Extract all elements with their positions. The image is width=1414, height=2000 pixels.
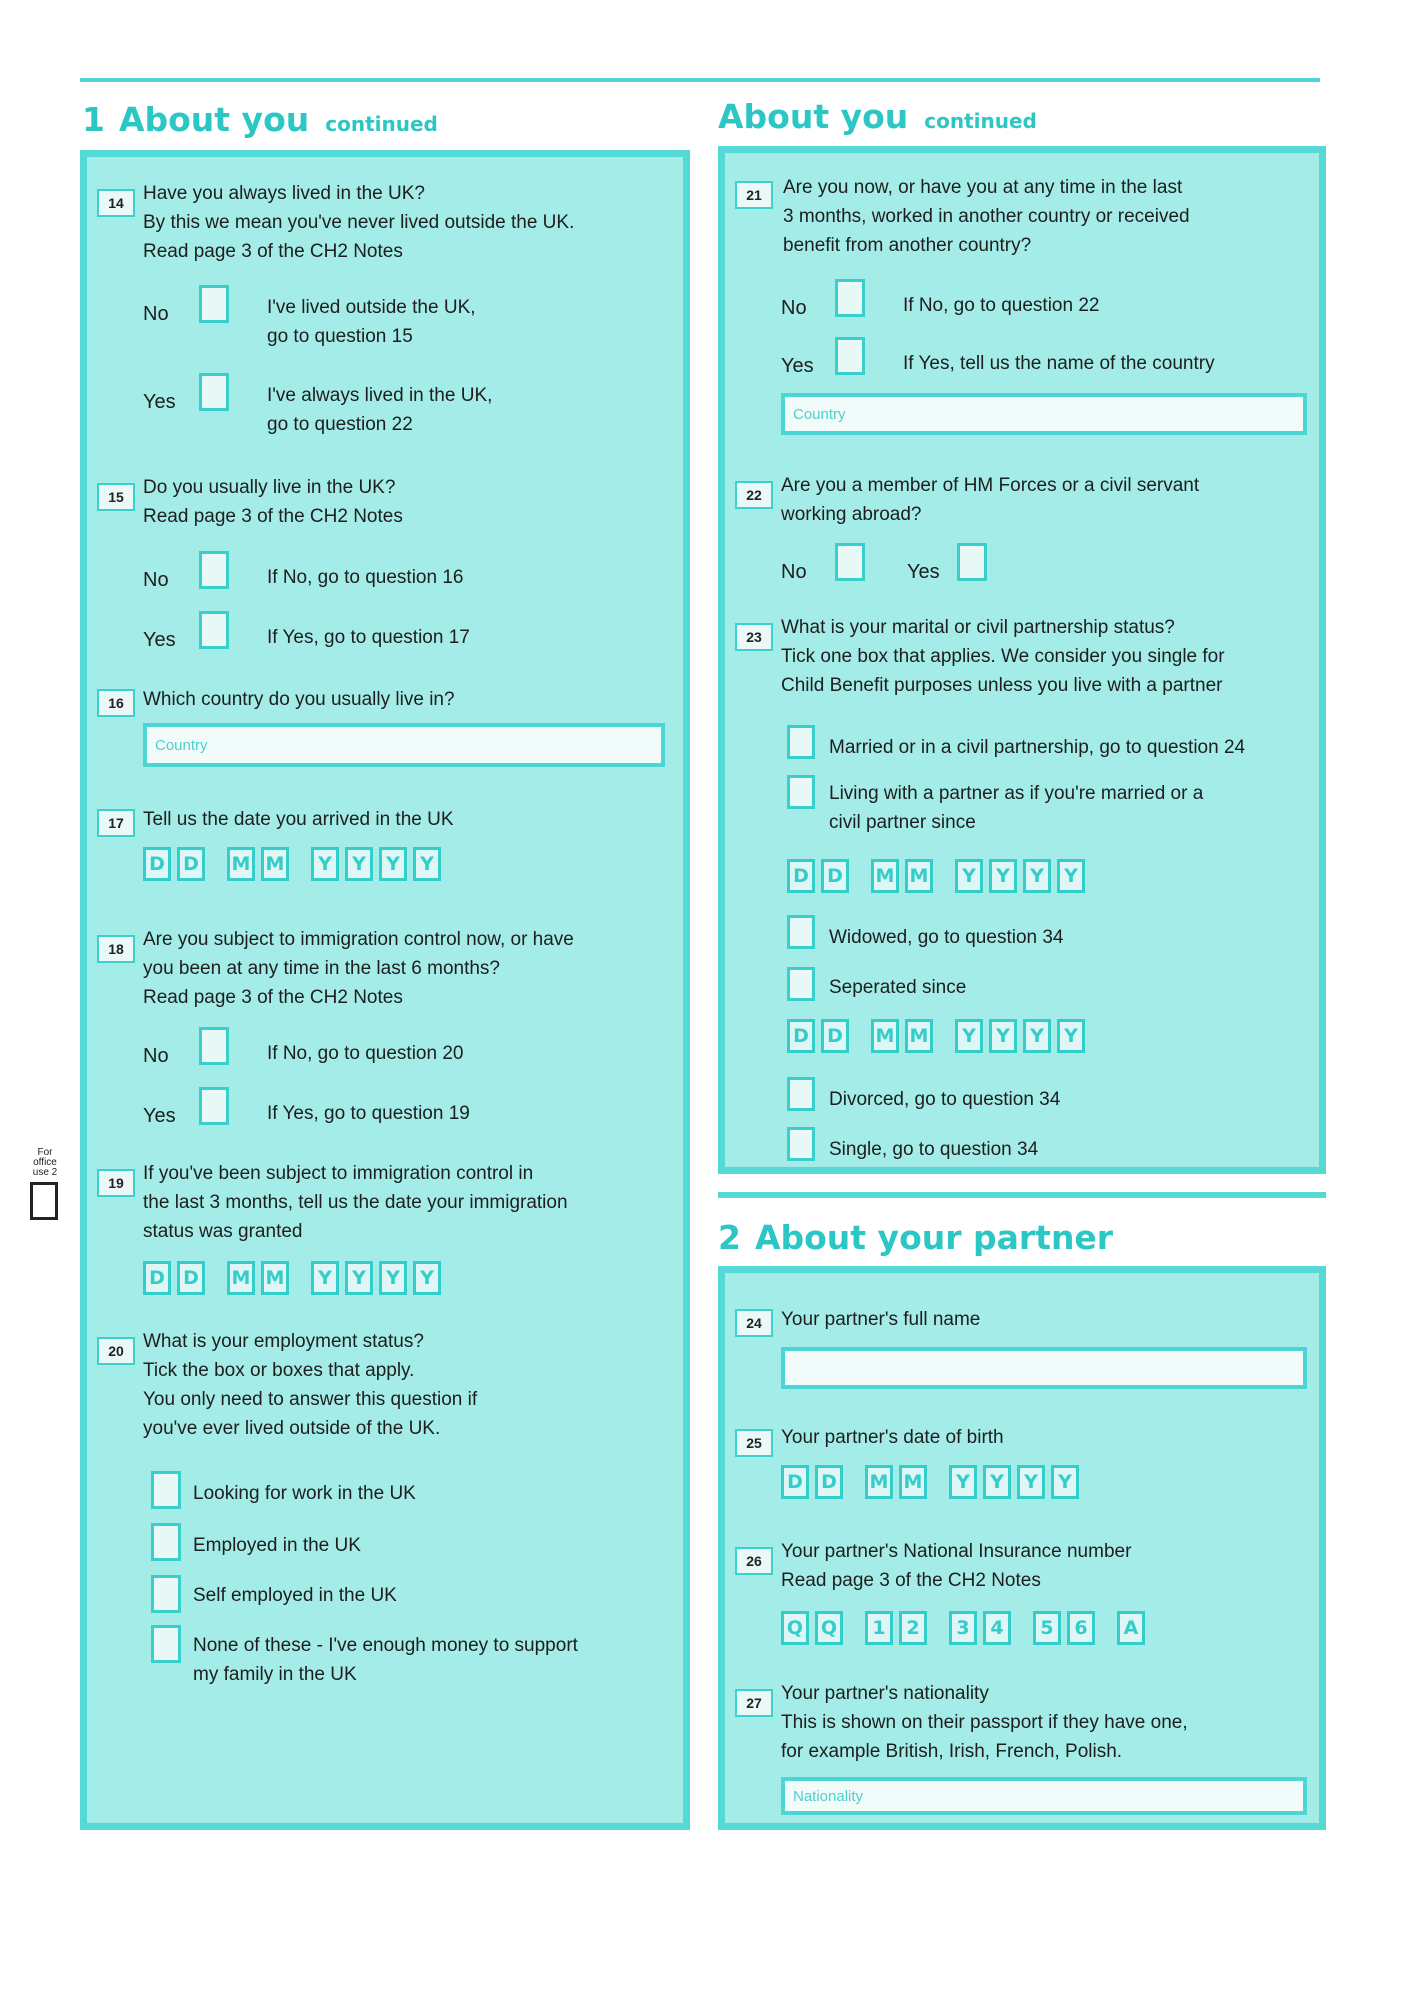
q15-number: 15 [97, 483, 135, 511]
about-you-continued-heading: About you continued [718, 97, 1037, 136]
q25-text: Your partner's date of birth [781, 1427, 1004, 1448]
q23-d1-year-3[interactable]: Y [1023, 859, 1051, 893]
q25-month-1[interactable]: M [865, 1465, 893, 1499]
q20-looking-label: Looking for work in the UK [193, 1483, 416, 1504]
q17-year-1[interactable]: Y [311, 847, 339, 881]
q17-month-2[interactable]: M [261, 847, 289, 881]
q20-none-checkbox[interactable] [151, 1625, 181, 1663]
q23-d2-year-2[interactable]: Y [989, 1019, 1017, 1053]
q17-number: 17 [97, 809, 135, 837]
q27-number: 27 [735, 1689, 773, 1717]
q22-text: Are you a member of HM Forces or a civil servant working abroad? [781, 475, 1200, 525]
q17-year-4[interactable]: Y [413, 847, 441, 881]
office-use-box [30, 1148, 60, 1220]
partner-panel [718, 1266, 1326, 1830]
q21-number: 21 [735, 181, 773, 209]
left-panel [80, 150, 690, 1830]
q23-divorced-label: Divorced, go to question 34 [829, 1089, 1061, 1110]
q19-day-2[interactable]: D [177, 1261, 205, 1295]
q22-number: 22 [735, 481, 773, 509]
q24-number: 24 [735, 1309, 773, 1337]
q20-number: 20 [97, 1337, 135, 1365]
q23-d2-month-2[interactable]: M [905, 1019, 933, 1053]
q19-date-input[interactable] [143, 1261, 447, 1295]
q23-d1-month-1[interactable]: M [871, 859, 899, 893]
q23-d2-year-3[interactable]: Y [1023, 1019, 1051, 1053]
q15-yes-checkbox[interactable] [199, 611, 229, 649]
top-rule [80, 78, 1320, 82]
q23-widowed-label: Widowed, go to question 34 [829, 927, 1064, 948]
q23-divorced-checkbox[interactable] [787, 1077, 815, 1111]
section-1-heading: 1 About you continued [82, 100, 438, 139]
q16-country-input[interactable] [143, 723, 665, 767]
q22-yes-label: Yes [907, 561, 940, 583]
q25-year-2[interactable]: Y [983, 1465, 1011, 1499]
q18-number: 18 [97, 935, 135, 963]
q25-year-1[interactable]: Y [949, 1465, 977, 1499]
q26-ni-2[interactable]: Q [815, 1611, 843, 1645]
q21-country-input[interactable] [781, 393, 1307, 435]
q18-yes-hint: If Yes, go to question 19 [267, 1103, 470, 1124]
section-separator [718, 1192, 1326, 1198]
q15-text: Do you usually live in the UK? Read page 3 of the CH2 Notes [143, 477, 403, 527]
q23-living-label: Living with a partner as if you're married or a civil partner since [829, 783, 1204, 833]
q17-year-3[interactable]: Y [379, 847, 407, 881]
q23-d2-year-1[interactable]: Y [955, 1019, 983, 1053]
q23-living-checkbox[interactable] [787, 775, 815, 809]
q19-year-2[interactable]: Y [345, 1261, 373, 1295]
q23-d1-month-2[interactable]: M [905, 859, 933, 893]
q21-no-hint: If No, go to question 22 [903, 295, 1100, 316]
q16-text: Which country do you usually live in? [143, 689, 455, 710]
q20-employed-label: Employed in the UK [193, 1535, 361, 1556]
q21-no-label: No [781, 297, 807, 319]
q23-d1-year-2[interactable]: Y [989, 859, 1017, 893]
q20-self-employed-label: Self employed in the UK [193, 1585, 397, 1606]
q17-day-1[interactable]: D [143, 847, 171, 881]
q25-number: 25 [735, 1429, 773, 1457]
q23-d2-month-1[interactable]: M [871, 1019, 899, 1053]
q21-text: Are you now, or have you at any time in the last 3 months, worked in another country or received benefit from another country? [783, 177, 1190, 256]
q26-ni-5[interactable]: 3 [949, 1611, 977, 1645]
q21-yes-hint: If Yes, tell us the name of the country [903, 353, 1215, 374]
q15-no-label: No [143, 569, 169, 591]
q24-text: Your partner's full name [781, 1309, 981, 1330]
q23-number: 23 [735, 623, 773, 651]
q15-yes-hint: If Yes, go to question 17 [267, 627, 470, 648]
q17-month-1[interactable]: M [227, 847, 255, 881]
q20-none-label: None of these - I've enough money to support my family in the UK [193, 1635, 578, 1685]
q18-no-checkbox[interactable] [199, 1027, 229, 1065]
q26-ni-7[interactable]: 5 [1033, 1611, 1061, 1645]
q14-yes-hint: I've always lived in the UK, go to question 22 [267, 385, 493, 435]
q14-text: Have you always lived in the UK? By this we mean you've never lived outside the UK. Read page 3 of the CH2 Notes [143, 183, 575, 262]
q19-text: If you've been subject to immigration control in the last 3 months, tell us the date your immigration status was granted [143, 1163, 568, 1242]
q23-widowed-checkbox[interactable] [787, 915, 815, 949]
q23-separated-label: Seperated since [829, 977, 967, 998]
q26-ni-8[interactable]: 6 [1067, 1611, 1095, 1645]
q22-yes-checkbox[interactable] [957, 543, 987, 581]
q26-ni-9[interactable]: A [1117, 1611, 1145, 1645]
q25-year-4[interactable]: Y [1051, 1465, 1079, 1499]
office-use-checkbox[interactable] [30, 1182, 58, 1220]
q23-d2-year-4[interactable]: Y [1057, 1019, 1085, 1053]
q18-no-label: No [143, 1045, 169, 1067]
q20-looking-checkbox[interactable] [151, 1471, 181, 1509]
section-2-heading: 2 About your partner [718, 1218, 1114, 1257]
q23-single-label: Single, go to question 34 [829, 1139, 1039, 1160]
q17-year-2[interactable]: Y [345, 847, 373, 881]
right-panel [718, 146, 1326, 1174]
q19-year-1[interactable]: Y [311, 1261, 339, 1295]
q20-self-employed-checkbox[interactable] [151, 1575, 181, 1613]
q19-year-3[interactable]: Y [379, 1261, 407, 1295]
q23-d1-year-4[interactable]: Y [1057, 859, 1085, 893]
partner-nationality-input[interactable] [781, 1777, 1307, 1815]
q19-month-1[interactable]: M [227, 1261, 255, 1295]
q20-employed-checkbox[interactable] [151, 1523, 181, 1561]
office-use-label: For office use 2 [32, 1147, 58, 1178]
q15-yes-label: Yes [143, 629, 176, 651]
q23-d2-day-1[interactable]: D [787, 1019, 815, 1053]
q14-no-hint: I've lived outside the UK, go to question 15 [267, 297, 476, 347]
q26-ni-6[interactable]: 4 [983, 1611, 1011, 1645]
q23-separated-date-input[interactable] [787, 1019, 1091, 1053]
q23-married-checkbox[interactable] [787, 725, 815, 759]
q23-d1-year-1[interactable]: Y [955, 859, 983, 893]
q21-yes-label: Yes [781, 355, 814, 377]
q23-d2-day-2[interactable]: D [821, 1019, 849, 1053]
q20-text: What is your employment status? Tick the box or boxes that apply. You only need to answer this question if you've ever lived outside of the UK. [143, 1331, 478, 1439]
q16-number: 16 [97, 689, 135, 717]
q26-ni-1[interactable]: Q [781, 1611, 809, 1645]
q26-number: 26 [735, 1547, 773, 1575]
q26-ni-4[interactable]: 2 [899, 1611, 927, 1645]
q25-year-3[interactable]: Y [1017, 1465, 1045, 1499]
q19-day-1[interactable]: D [143, 1261, 171, 1295]
q25-day-1[interactable]: D [781, 1465, 809, 1499]
partner-ni-number-input[interactable] [781, 1611, 1151, 1645]
q15-no-checkbox[interactable] [199, 551, 229, 589]
q19-number: 19 [97, 1169, 135, 1197]
q23-separated-checkbox[interactable] [787, 967, 815, 1001]
q26-text: Your partner's National Insurance number Read page 3 of the CH2 Notes [781, 1541, 1132, 1591]
q15-no-hint: If No, go to question 16 [267, 567, 464, 588]
q18-yes-label: Yes [143, 1105, 176, 1127]
q19-year-4[interactable]: Y [413, 1261, 441, 1295]
partner-dob-input[interactable] [781, 1465, 1085, 1499]
q23-d1-day-1[interactable]: D [787, 859, 815, 893]
q14-yes-checkbox[interactable] [199, 373, 229, 411]
q27-text: Your partner's nationality This is shown on their passport if they have one, for example British, Irish, French, Polish. [781, 1683, 1188, 1762]
q14-no-checkbox[interactable] [199, 285, 229, 323]
partner-full-name-input[interactable] [781, 1347, 1307, 1389]
q23-living-date-input[interactable] [787, 859, 1091, 893]
q23-married-label: Married or in a civil partnership, go to question 24 [829, 737, 1246, 758]
q19-month-2[interactable]: M [261, 1261, 289, 1295]
q25-month-2[interactable]: M [899, 1465, 927, 1499]
q21-no-checkbox[interactable] [835, 279, 865, 317]
q14-yes-label: Yes [143, 391, 176, 413]
q21-yes-checkbox[interactable] [835, 337, 865, 375]
q23-text: What is your marital or civil partnership status? Tick one box that applies. We consider you single for Child Benefit purposes unless you live with a partner [781, 617, 1225, 696]
q14-no-label: No [143, 303, 169, 325]
q17-text: Tell us the date you arrived in the UK [143, 809, 454, 830]
q26-ni-3[interactable]: 1 [865, 1611, 893, 1645]
q18-no-hint: If No, go to question 20 [267, 1043, 464, 1064]
q23-single-checkbox[interactable] [787, 1127, 815, 1161]
q18-yes-checkbox[interactable] [199, 1087, 229, 1125]
q18-text: Are you subject to immigration control now, or have you been at any time in the last 6 months? Read page 3 of the CH2 Notes [143, 929, 574, 1008]
q17-date-input[interactable] [143, 847, 447, 881]
q22-no-label: No [781, 561, 807, 583]
q17-day-2[interactable]: D [177, 847, 205, 881]
q22-no-checkbox[interactable] [835, 543, 865, 581]
q23-d1-day-2[interactable]: D [821, 859, 849, 893]
q25-day-2[interactable]: D [815, 1465, 843, 1499]
q14-number: 14 [97, 189, 135, 217]
